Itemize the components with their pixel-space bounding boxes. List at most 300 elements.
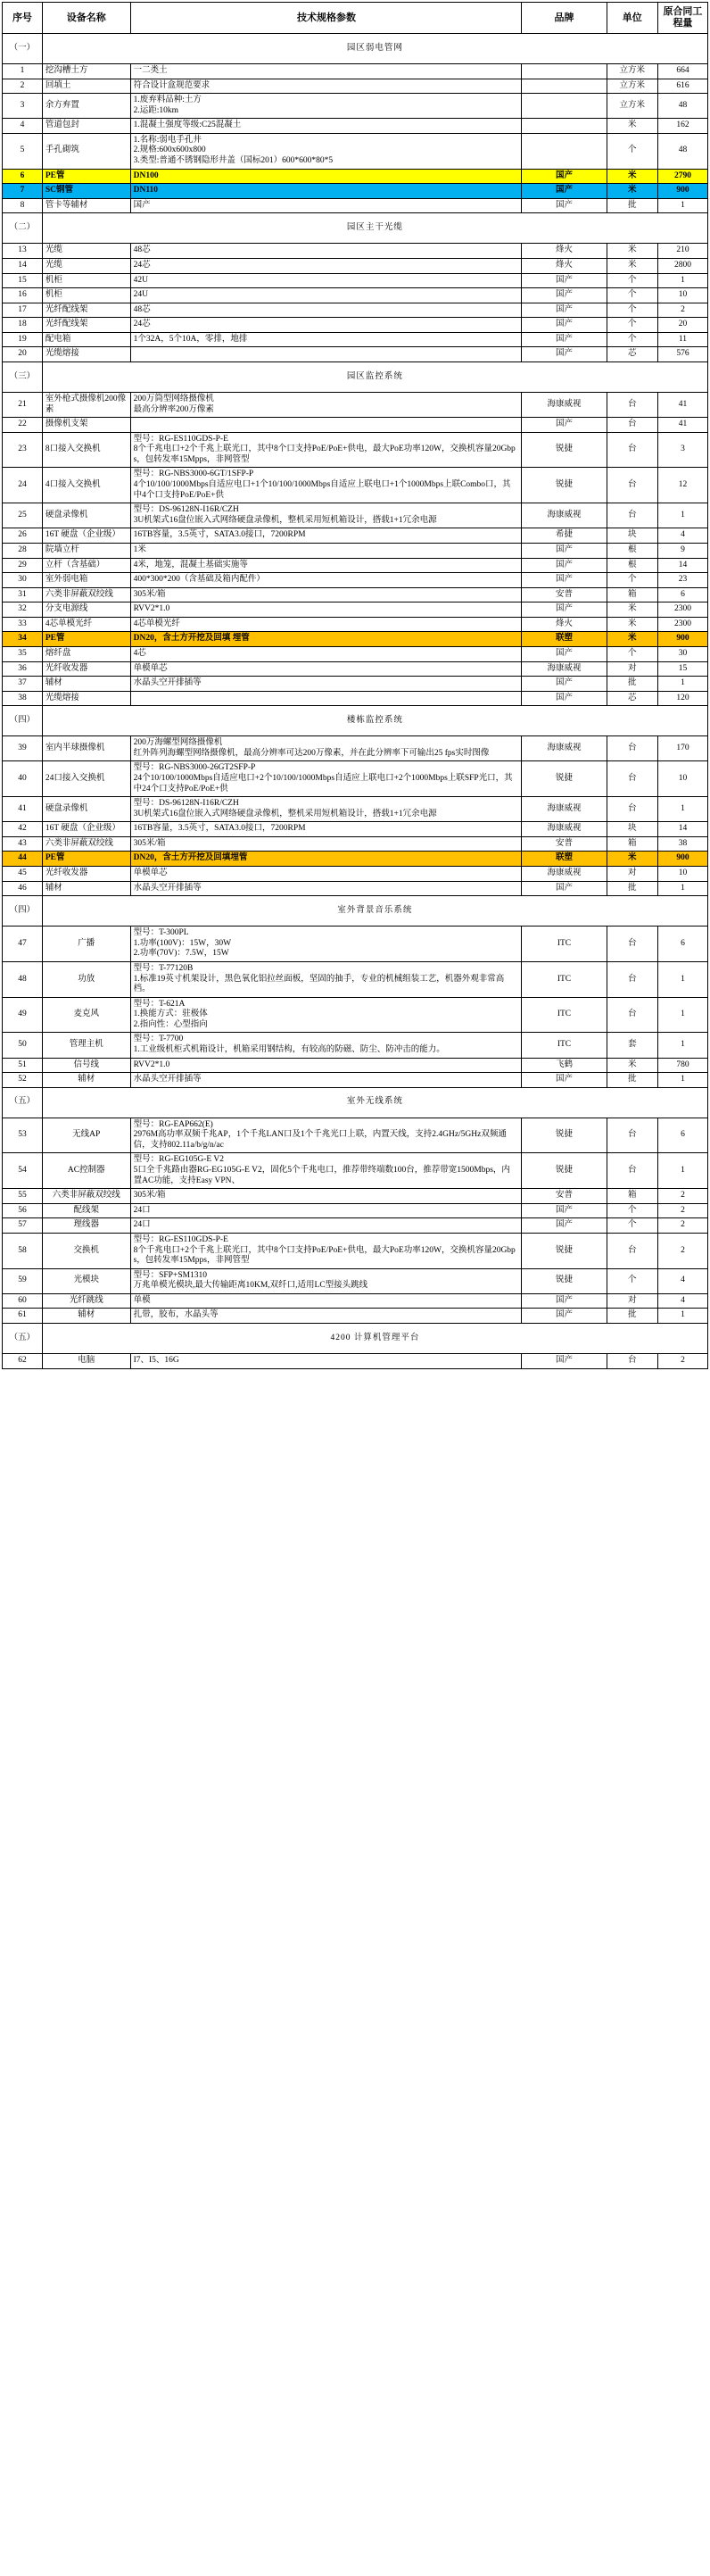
cell-quantity: 2	[657, 1189, 707, 1204]
column-header-index: 序号	[3, 3, 43, 34]
cell-equipment-name: 管理主机	[42, 1033, 130, 1058]
cell-unit: 台	[607, 1233, 657, 1268]
spec-line: 型号：T-7700	[133, 1035, 184, 1044]
cell-index: 15	[3, 273, 43, 288]
cell-equipment-name: 熔纤盘	[42, 646, 130, 661]
cell-brand: 联塑	[522, 852, 607, 867]
cell-quantity: 4	[657, 1268, 707, 1293]
cell-equipment-name: 辅材	[42, 881, 130, 896]
cell-spec	[130, 468, 522, 503]
spec-line: 8个千兆电口+2个千兆上联光口，其中8个口支持PoE/PoE+供电，最大PoE功率120W，交换机容量20Gbps，包转发率15Mpps，非网管型	[133, 445, 516, 464]
cell-equipment-name: 理线器	[42, 1218, 130, 1234]
cell-brand: 锐捷	[522, 432, 607, 468]
cell-unit: 台	[607, 736, 657, 761]
section-title: 室外无线系统	[42, 1087, 707, 1118]
cell-equipment-name: 16T 硬盘（企业级）	[42, 528, 130, 544]
spec-line: DN20，含土方开挖及回填埋管	[133, 853, 248, 863]
cell-equipment-name: 4芯单模光纤	[42, 617, 130, 632]
cell-spec	[130, 1268, 522, 1293]
cell-quantity: 2300	[657, 602, 707, 618]
cell-unit: 个	[607, 273, 657, 288]
cell-spec	[130, 198, 522, 213]
cell-index: 24	[3, 468, 43, 503]
cell-spec	[130, 867, 522, 882]
cell-spec	[130, 661, 522, 677]
cell-index: 33	[3, 617, 43, 632]
spec-line: 2.指向性：心型指向	[133, 1019, 208, 1029]
cell-quantity: 2	[657, 303, 707, 318]
section-title: 楼栋监控系统	[42, 706, 707, 736]
cell-spec	[130, 602, 522, 618]
cell-spec	[130, 1073, 522, 1088]
table-row	[3, 1058, 708, 1073]
cell-equipment-name: SC钢管	[42, 184, 130, 199]
cell-unit: 米	[607, 1058, 657, 1073]
spec-line: 1.混凝土强度等级:C25混凝土	[133, 120, 242, 130]
cell-unit: 立方米	[607, 79, 657, 94]
table-row	[3, 1293, 708, 1309]
cell-spec	[130, 288, 522, 303]
cell-index: 56	[3, 1203, 43, 1218]
spec-line: 单模	[133, 1295, 151, 1305]
cell-index: 54	[3, 1153, 43, 1189]
spec-line: 型号：SFP+SM1310	[133, 1270, 208, 1280]
cell-unit: 对	[607, 867, 657, 882]
cell-brand: 国产	[522, 881, 607, 896]
cell-spec	[130, 1218, 522, 1234]
cell-quantity: 38	[657, 836, 707, 852]
cell-brand: 国产	[522, 1309, 607, 1324]
cell-brand: 国产	[522, 691, 607, 706]
cell-spec	[130, 79, 522, 94]
spec-line: 万兆单模光模块,最大传输距离10KM,双纤口,适用LC型接头跳线	[133, 1281, 368, 1291]
table-row	[3, 646, 708, 661]
cell-equipment-name: 辅材	[42, 1309, 130, 1324]
spec-line: 水晶头空开排插等	[133, 678, 202, 688]
cell-spec	[130, 303, 522, 318]
cell-equipment-name: PE管	[42, 169, 130, 184]
cell-unit: 米	[607, 184, 657, 199]
cell-index: 6	[3, 169, 43, 184]
spec-line: 16TB容量，3.5英寸，SATA3.0接口，7200RPM	[133, 530, 306, 540]
cell-unit: 米	[607, 852, 657, 867]
cell-unit: 个	[607, 133, 657, 169]
cell-brand	[522, 79, 607, 94]
cell-spec	[130, 1189, 522, 1204]
cell-quantity: 162	[657, 119, 707, 134]
spec-line: 单模单芯	[133, 663, 168, 673]
cell-quantity: 14	[657, 822, 707, 837]
cell-spec	[130, 822, 522, 837]
cell-brand: 国产	[522, 558, 607, 573]
table-row	[3, 691, 708, 706]
section-title: 园区弱电管网	[42, 34, 707, 64]
section-row	[3, 706, 708, 736]
spec-line: 305米/箱	[133, 1191, 166, 1201]
cell-unit: 台	[607, 1118, 657, 1153]
spec-line: 国产	[133, 200, 151, 210]
cell-index: 44	[3, 852, 43, 867]
cell-brand	[522, 64, 607, 79]
table-row	[3, 1218, 708, 1234]
spec-line: 1.换能方式：驻极体	[133, 1010, 208, 1019]
cell-brand: 国产	[522, 288, 607, 303]
section-row	[3, 213, 708, 244]
cell-equipment-name: 辅材	[42, 677, 130, 692]
cell-quantity: 2	[657, 1218, 707, 1234]
spec-line: 2.运距:10km	[133, 105, 179, 115]
cell-spec	[130, 432, 522, 468]
spec-line: 1.名称:弱电手孔井	[133, 135, 202, 145]
cell-index: 18	[3, 318, 43, 333]
cell-unit: 台	[607, 997, 657, 1033]
cell-quantity: 1	[657, 198, 707, 213]
spec-line: 2.规格:600x600x800	[133, 145, 206, 155]
cell-quantity: 900	[657, 184, 707, 199]
table-row	[3, 822, 708, 837]
column-header-name: 设备名称	[42, 3, 130, 34]
table-row	[3, 119, 708, 134]
cell-unit: 个	[607, 1268, 657, 1293]
cell-spec	[130, 677, 522, 692]
section-title: 园区监控系统	[42, 361, 707, 392]
cell-quantity: 1	[657, 881, 707, 896]
cell-spec	[130, 1353, 522, 1368]
cell-unit: 台	[607, 1353, 657, 1368]
cell-brand: ITC	[522, 961, 607, 997]
cell-unit: 个	[607, 303, 657, 318]
cell-spec	[130, 528, 522, 544]
cell-spec	[130, 736, 522, 761]
cell-brand: 安普	[522, 1189, 607, 1204]
spec-line: 2.功率(70V)：7.5W，15W	[133, 949, 229, 959]
table-row	[3, 169, 708, 184]
cell-spec	[130, 927, 522, 962]
cell-spec	[130, 852, 522, 867]
spec-line: 型号：T-300PL	[133, 928, 189, 938]
section-row	[3, 1323, 708, 1353]
spec-line: 型号：RG-EAP662(E)	[133, 1119, 213, 1129]
table-row	[3, 1033, 708, 1058]
section-row	[3, 34, 708, 64]
cell-equipment-name: 余方弃置	[42, 94, 130, 119]
cell-quantity: 20	[657, 318, 707, 333]
cell-index: 59	[3, 1268, 43, 1293]
cell-index: 21	[3, 392, 43, 417]
spec-line: 型号：RG-EG105G-E V2	[133, 1155, 225, 1165]
table-row	[3, 677, 708, 692]
cell-unit: 套	[607, 1033, 657, 1058]
cell-equipment-name: 光缆熔接	[42, 347, 130, 362]
cell-spec	[130, 94, 522, 119]
cell-unit: 台	[607, 418, 657, 433]
table-row	[3, 1153, 708, 1189]
table-header	[3, 3, 708, 34]
cell-quantity: 1	[657, 797, 707, 822]
section-index: （一）	[3, 34, 43, 64]
cell-brand	[522, 119, 607, 134]
cell-equipment-name: 功放	[42, 961, 130, 997]
cell-brand: 国产	[522, 573, 607, 588]
cell-brand: 国产	[522, 1203, 607, 1218]
cell-brand: 国产	[522, 1353, 607, 1368]
cell-brand: 锐捷	[522, 1153, 607, 1189]
table-row	[3, 133, 708, 169]
cell-index: 39	[3, 736, 43, 761]
table-row	[3, 852, 708, 867]
section-index: （四）	[3, 706, 43, 736]
cell-brand: 海康威视	[522, 736, 607, 761]
cell-equipment-name: 六类非屏蔽双绞线	[42, 1189, 130, 1204]
cell-index: 60	[3, 1293, 43, 1309]
table-row	[3, 288, 708, 303]
cell-unit: 米	[607, 119, 657, 134]
cell-equipment-name: 室内半球摄像机	[42, 736, 130, 761]
table-row	[3, 1309, 708, 1324]
cell-index: 38	[3, 691, 43, 706]
section-index: （三）	[3, 361, 43, 392]
table-row	[3, 432, 708, 468]
cell-brand: 烽火	[522, 244, 607, 259]
cell-index: 13	[3, 244, 43, 259]
table-row	[3, 736, 708, 761]
cell-unit: 个	[607, 318, 657, 333]
table-row	[3, 1203, 708, 1218]
cell-index: 30	[3, 573, 43, 588]
cell-equipment-name: 手孔砌筑	[42, 133, 130, 169]
table-row	[3, 273, 708, 288]
cell-index: 26	[3, 528, 43, 544]
cell-index: 55	[3, 1189, 43, 1204]
cell-spec	[130, 1058, 522, 1073]
cell-equipment-name: 管道包封	[42, 119, 130, 134]
spec-line: 48芯	[133, 304, 151, 314]
cell-index: 49	[3, 997, 43, 1033]
cell-equipment-name: 交换机	[42, 1233, 130, 1268]
cell-spec	[130, 1233, 522, 1268]
table-row	[3, 587, 708, 602]
cell-equipment-name: 机柜	[42, 288, 130, 303]
table-row	[3, 418, 708, 433]
table-row	[3, 1353, 708, 1368]
cell-quantity: 120	[657, 691, 707, 706]
spec-line: 一二类土	[133, 66, 168, 75]
cell-quantity: 576	[657, 347, 707, 362]
spec-line: 红外阵列海螺型网络摄像机，最高分辨率可达200万像素，并在此分辨率下可输出25 fps实时图像	[133, 748, 490, 758]
table-row	[3, 661, 708, 677]
table-row	[3, 1189, 708, 1204]
spec-line: 3.类型:普通不锈钢隐形井盖（国标201）600*600*80*5	[133, 156, 334, 166]
table-body	[3, 34, 708, 1369]
cell-index: 43	[3, 836, 43, 852]
cell-spec	[130, 573, 522, 588]
header-row	[3, 3, 708, 34]
spec-line: DN100	[133, 170, 159, 180]
cell-quantity: 3	[657, 432, 707, 468]
cell-spec	[130, 881, 522, 896]
table-row	[3, 836, 708, 852]
cell-unit: 台	[607, 961, 657, 997]
table-row	[3, 1118, 708, 1153]
cell-unit: 对	[607, 1293, 657, 1309]
cell-quantity: 900	[657, 632, 707, 647]
cell-quantity: 10	[657, 867, 707, 882]
cell-spec	[130, 617, 522, 632]
cell-spec	[130, 318, 522, 333]
cell-index: 16	[3, 288, 43, 303]
cell-quantity: 2	[657, 1353, 707, 1368]
section-title: 园区主干光缆	[42, 213, 707, 244]
table-row	[3, 797, 708, 822]
cell-quantity: 6	[657, 587, 707, 602]
spec-line: I7、I5、16G	[133, 1355, 179, 1365]
table-row	[3, 602, 708, 618]
cell-index: 2	[3, 79, 43, 94]
spec-line: 3U机架式16盘位嵌入式网络硬盘录像机，整机采用短机箱设计，搭载1+1冗余电源	[133, 809, 437, 819]
cell-equipment-name: 六类非屏蔽双绞线	[42, 836, 130, 852]
cell-spec	[130, 332, 522, 347]
cell-brand: 国产	[522, 1293, 607, 1309]
cell-quantity: 23	[657, 573, 707, 588]
cell-quantity: 41	[657, 392, 707, 417]
cell-equipment-name: 管卡等辅材	[42, 198, 130, 213]
cell-brand: 海康威视	[522, 867, 607, 882]
cell-unit: 块	[607, 528, 657, 544]
cell-equipment-name: 回填土	[42, 79, 130, 94]
cell-unit: 批	[607, 198, 657, 213]
cell-quantity: 30	[657, 646, 707, 661]
cell-quantity: 780	[657, 1058, 707, 1073]
spec-line: 4米，地笼，混凝土基础实施等	[133, 560, 248, 569]
table-row	[3, 528, 708, 544]
cell-equipment-name: 光缆	[42, 258, 130, 273]
cell-equipment-name: 分支电源线	[42, 602, 130, 618]
cell-quantity: 15	[657, 661, 707, 677]
spec-line: 1米	[133, 544, 146, 554]
cell-equipment-name: 室外枪式摄像机200像素	[42, 392, 130, 417]
cell-index: 23	[3, 432, 43, 468]
cell-quantity: 1	[657, 677, 707, 692]
table-row	[3, 503, 708, 528]
cell-equipment-name: 广播	[42, 927, 130, 962]
spec-line: RVV2*1.0	[133, 1059, 170, 1069]
cell-brand: 安普	[522, 836, 607, 852]
cell-brand: 烽火	[522, 258, 607, 273]
table-row	[3, 332, 708, 347]
spec-line: 水晶头空开排插等	[133, 883, 202, 893]
table-row	[3, 392, 708, 417]
cell-spec	[130, 418, 522, 433]
spec-line: 5口全千兆路由器RG-EG105G-E V2，固化5个千兆电口，推荐带终端数100台，推荐带宽1500Mbps，内置AC功能，支持Easy VPN、	[133, 1166, 510, 1185]
cell-brand: 海康威视	[522, 822, 607, 837]
section-title: 4200 计算机管理平台	[42, 1323, 707, 1353]
cell-unit: 批	[607, 1309, 657, 1324]
cell-unit: 批	[607, 677, 657, 692]
cell-unit: 米	[607, 169, 657, 184]
cell-unit: 个	[607, 1218, 657, 1234]
cell-unit: 块	[607, 822, 657, 837]
cell-unit: 根	[607, 543, 657, 558]
cell-unit: 箱	[607, 1189, 657, 1204]
cell-brand: 国产	[522, 1073, 607, 1088]
cell-brand: 国产	[522, 332, 607, 347]
cell-unit: 台	[607, 1153, 657, 1189]
cell-unit: 立方米	[607, 64, 657, 79]
cell-equipment-name: 机柜	[42, 273, 130, 288]
cell-equipment-name: 硬盘录像机	[42, 503, 130, 528]
cell-index: 52	[3, 1073, 43, 1088]
table-row	[3, 558, 708, 573]
cell-spec	[130, 119, 522, 134]
cell-quantity: 10	[657, 761, 707, 797]
section-row	[3, 361, 708, 392]
cell-brand: 锐捷	[522, 761, 607, 797]
spec-line: 305米/箱	[133, 838, 166, 848]
cell-brand: 联塑	[522, 632, 607, 647]
table-row	[3, 573, 708, 588]
spec-line: 最高分辨率200万像素	[133, 404, 214, 414]
section-index: （五）	[3, 1323, 43, 1353]
cell-spec	[130, 587, 522, 602]
spec-line: 400*300*200（含基础及箱内配件）	[133, 575, 265, 585]
cell-quantity: 48	[657, 94, 707, 119]
cell-equipment-name: 信号线	[42, 1058, 130, 1073]
cell-quantity: 6	[657, 1118, 707, 1153]
cell-index: 46	[3, 881, 43, 896]
spec-line: 24芯	[133, 320, 151, 329]
cell-unit: 立方米	[607, 94, 657, 119]
cell-unit: 箱	[607, 836, 657, 852]
cell-index: 45	[3, 867, 43, 882]
cell-equipment-name: 电脑	[42, 1353, 130, 1368]
cell-brand: 锐捷	[522, 468, 607, 503]
spec-line: 24芯	[133, 260, 151, 270]
cell-equipment-name: PE管	[42, 852, 130, 867]
cell-spec	[130, 691, 522, 706]
spec-line: 型号：RG-ES110GDS-P-E	[133, 1234, 228, 1244]
cell-brand: 海康威视	[522, 392, 607, 417]
cell-quantity: 4	[657, 528, 707, 544]
cell-quantity: 2	[657, 1203, 707, 1218]
cell-spec	[130, 503, 522, 528]
table-row	[3, 347, 708, 362]
cell-quantity: 9	[657, 543, 707, 558]
cell-spec	[130, 961, 522, 997]
spec-line: 型号：RG-ES110GDS-P-E	[133, 434, 228, 444]
cell-quantity: 900	[657, 852, 707, 867]
cell-index: 42	[3, 822, 43, 837]
cell-brand: 国产	[522, 418, 607, 433]
cell-quantity: 41	[657, 418, 707, 433]
cell-spec	[130, 632, 522, 647]
cell-quantity: 2300	[657, 617, 707, 632]
cell-index: 53	[3, 1118, 43, 1153]
cell-unit: 米	[607, 632, 657, 647]
cell-equipment-name: 光纤收发器	[42, 867, 130, 882]
cell-equipment-name: 光缆	[42, 244, 130, 259]
spec-line: 2976M高功率双频千兆AP，1个千兆LAN口及1个千兆光口上联，内置天线，支持2.4GHz/5GHz双频通信，支持802.11a/b/g/n/ac	[133, 1130, 507, 1150]
cell-spec	[130, 543, 522, 558]
spec-line: DN20，含土方开挖及回填 埋管	[133, 634, 250, 644]
cell-brand	[522, 94, 607, 119]
cell-unit: 芯	[607, 691, 657, 706]
cell-quantity: 14	[657, 558, 707, 573]
spec-line: 型号：T-77120B	[133, 963, 194, 973]
cell-quantity: 6	[657, 927, 707, 962]
section-index: （二）	[3, 213, 43, 244]
section-index: （四）	[3, 896, 43, 927]
cell-unit: 个	[607, 646, 657, 661]
